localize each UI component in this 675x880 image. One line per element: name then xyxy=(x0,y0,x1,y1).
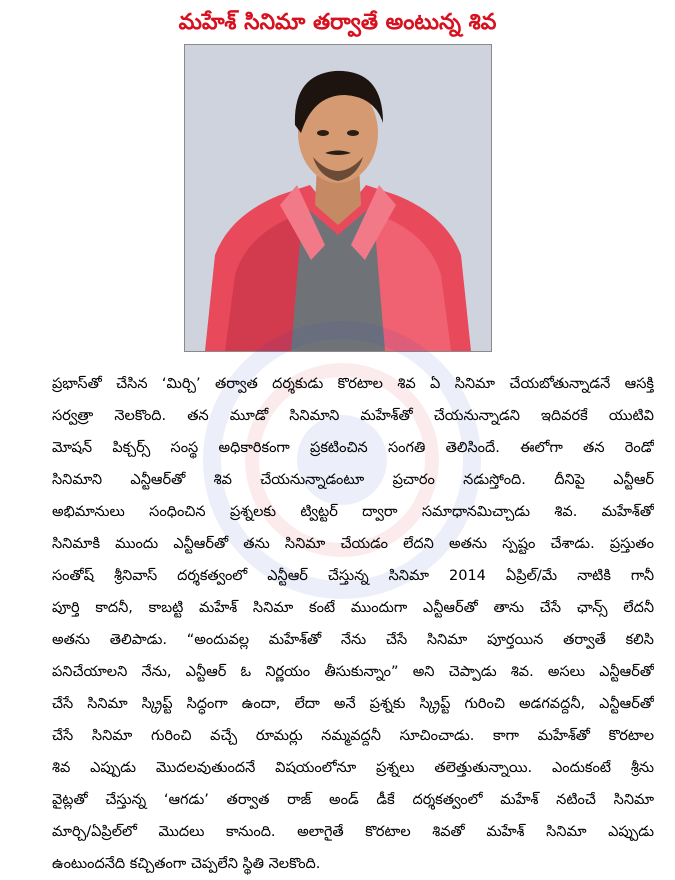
article-photo xyxy=(184,44,492,352)
article-line: సంతోష్ శ్రీనివాస్ దర్శకత్వంలో ఎన్టీఆర్ చేస్తున్న సినిమా 2014 ఏప్రిల్/మే నాటికి గానీ xyxy=(52,568,654,584)
article-line: వైట్లతో చేస్తున్న ‘ఆగడు’ తర్వాత రాజ్ అండ్ డీకే దర్శకత్వంలో మహేశ్ నటించే సినిమా xyxy=(52,792,654,808)
article-line: సర్వత్రా నెలకొంది. తన మూడో సినిమాని మహేశ్‌తో చేయనున్నాడని ఇదివరకే యుటివి xyxy=(52,408,654,424)
article-line: ఉంటుందనేది కచ్చితంగా చెప్పలేని స్థితి నెలకొంది. xyxy=(52,856,321,872)
article-line: పనిచేయాలని నేను, ఎన్టీఆర్ ఓ నిర్ణయం తీసుకున్నాం” అని చెప్పాడు శివ. అసలు ఎన్టీఆర్‌తో xyxy=(52,664,654,680)
article-line: చేసే సినిమా స్క్రిప్ట్ సిద్ధంగా ఉందా, లేదా అనే ప్రశ్నకు స్క్రిప్ట్ గురించి అడగవద్దనీ, ఎన్టీఆర్‌తో xyxy=(52,696,654,712)
article-body xyxy=(52,368,654,880)
person-portrait-icon xyxy=(185,45,491,351)
article-line: అభిమానులు సంధించిన ప్రశ్నలకు ట్విట్టర్ ద్వారా సమాధానమిచ్చాడు శివ. మహేశ్‌తో xyxy=(52,504,654,520)
article-line: శివ ఎప్పుడు మొదలవుతుందనే విషయంలోనూ ప్రశ్నలు తలెత్తుతున్నాయి. ఎందుకంటే శ్రీను xyxy=(52,760,654,776)
article-line: పూర్తి కాదనీ, కాబట్టి మహేశ్ సినిమా కంటే ముందుగా ఎన్టీఆర్‌తో తాను చేసే ఛాన్స్ లేదనీ xyxy=(52,600,654,616)
article-line: అతను తెలిపాడు. “అందువల్ల మహేశ్‌తో నేను చేసే సినిమా పూర్తయిన తర్వాతే కలిసి xyxy=(52,632,654,648)
article-line: చేసే సినిమా గురించి వచ్చే రూమర్లు నమ్మవద్దనీ సూచించాడు. కాగా మహేశ్‌తో కొరటాల xyxy=(52,728,654,744)
article-headline: మహేశ్ సినిమా తర్వాతే అంటున్న శివ xyxy=(178,10,497,35)
article-line: మార్చి/ఏప్రిల్‌లో మొదలు కానుంది. అలాగైతే కొరటాల శివతో మహేశ్ సినిమా ఎప్పుడు xyxy=(52,824,654,840)
article-line: ప్రభాస్‌తో చేసిన ‘మిర్చి’ తర్వాత దర్శకుడు కొరటాల శివ ఏ సినిమా చేయబోతున్నాడనే ఆసక్తి xyxy=(52,376,654,392)
article-line: మోషన్ పిక్చర్స్ సంస్థ అధికారికంగా ప్రకటించిన సంగతి తెలిసిందే. ఈలోగా తన రెండో xyxy=(52,440,654,456)
article-line: సినిమాని ఎన్టీఆర్‌తో శివ చేయనున్నాడంటూ ప్రచారం నడుస్తోంది. దీనిపై ఎన్టీఆర్ xyxy=(52,472,654,488)
article-line: సినిమాకి ముందు ఎన్టీఆర్‌తో తను సినిమా చేయడం లేదని అతను స్పష్టం చేశాడు. ప్రస్తుతం xyxy=(52,536,654,552)
